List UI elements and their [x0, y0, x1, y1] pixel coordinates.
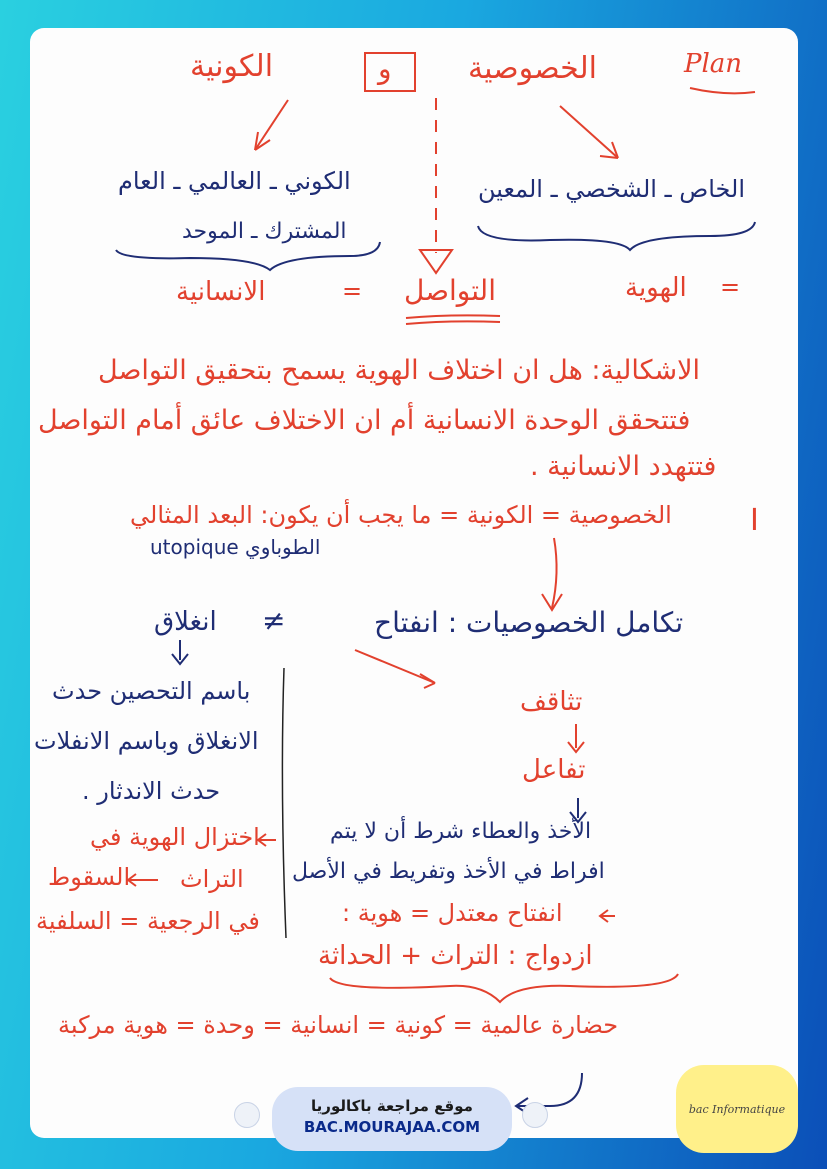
- take-and-give: الأخذ والعطاء شرط أن لا يتم: [330, 819, 592, 844]
- left-red-line-3: في الرجعية = السلفية: [36, 907, 260, 935]
- title-universality: الكونية: [190, 49, 274, 84]
- definition-particularity: الخاص ـ الشخصي ـ المعين: [478, 175, 746, 203]
- site-url[interactable]: BAC.MOURAJAA.COM: [303, 1118, 481, 1136]
- section-numeral: I: [750, 503, 759, 538]
- left-red-heritage: التراث: [180, 865, 244, 893]
- site-name: موقع مراجعة باكالوريا: [311, 1097, 473, 1115]
- equation-equals-2: =: [720, 273, 741, 301]
- connector-and: و: [378, 52, 392, 85]
- site-banner[interactable]: [272, 1087, 512, 1151]
- site-logo-icon-right: [522, 1102, 548, 1128]
- problem-line-3: فتتهدد الانسانية .: [530, 451, 717, 482]
- excess-condition: افراط في الأخذ وتفريط في الأصل: [292, 859, 605, 884]
- left-red-falling: السقوط: [48, 863, 131, 891]
- left-column-line-1: باسم التحصين حدث: [52, 677, 251, 705]
- not-equal-sign: ≠: [262, 604, 286, 637]
- definition-universality-2: المشترك ـ الموحد: [182, 219, 347, 244]
- title-particularity: الخصوصية: [468, 51, 597, 86]
- balanced-openness: انفتاح معتدل = هوية :: [342, 899, 563, 927]
- equation-identity: الهوية: [625, 273, 687, 303]
- acculturation: تثاقف: [520, 687, 583, 717]
- openness-heading: تكامل الخصوصيات : انفتاح: [374, 606, 684, 639]
- problem-line-2: فتتحقق الوحدة الانسانية أم ان الاختلاف عائق أمام التواصل: [38, 405, 691, 436]
- plan-label: Plan: [684, 49, 743, 79]
- left-red-line-1: اختزال الهوية في: [90, 823, 260, 851]
- equation-communication: التواصل: [404, 274, 496, 307]
- left-column-line-2: الانغلاق وباسم الانفلات: [34, 727, 259, 755]
- interaction: تفاعل: [522, 755, 586, 785]
- left-column-line-3: حدث الاندثار .: [82, 777, 221, 805]
- section-1-utopia: الطوباوي utopique: [150, 535, 321, 559]
- closure-label: انغلاق: [154, 607, 217, 637]
- section-1-text: الخصوصية = الكونية = ما يجب أن يكون: البعد المثالي: [130, 501, 672, 529]
- duality: ازدواج : التراث + الحداثة: [318, 941, 593, 971]
- notes-page: [30, 28, 798, 1138]
- universal-civilization: حضارة عالمية = كونية = انسانية = وحدة = هوية مركبة: [58, 1011, 619, 1039]
- site-logo-icon-left: [234, 1102, 260, 1128]
- bac-informatique-badge: [676, 1065, 798, 1153]
- definition-universality-1: الكوني ـ العالمي ـ العام: [118, 167, 351, 195]
- equation-equals-1: =: [342, 277, 363, 305]
- problem-line-1: الاشكالية: هل ان اختلاف الهوية يسمح بتحقيق التواصل: [98, 355, 701, 386]
- badge-text: bac Informatique: [688, 1102, 786, 1116]
- equation-humanity: الانسانية: [176, 277, 266, 307]
